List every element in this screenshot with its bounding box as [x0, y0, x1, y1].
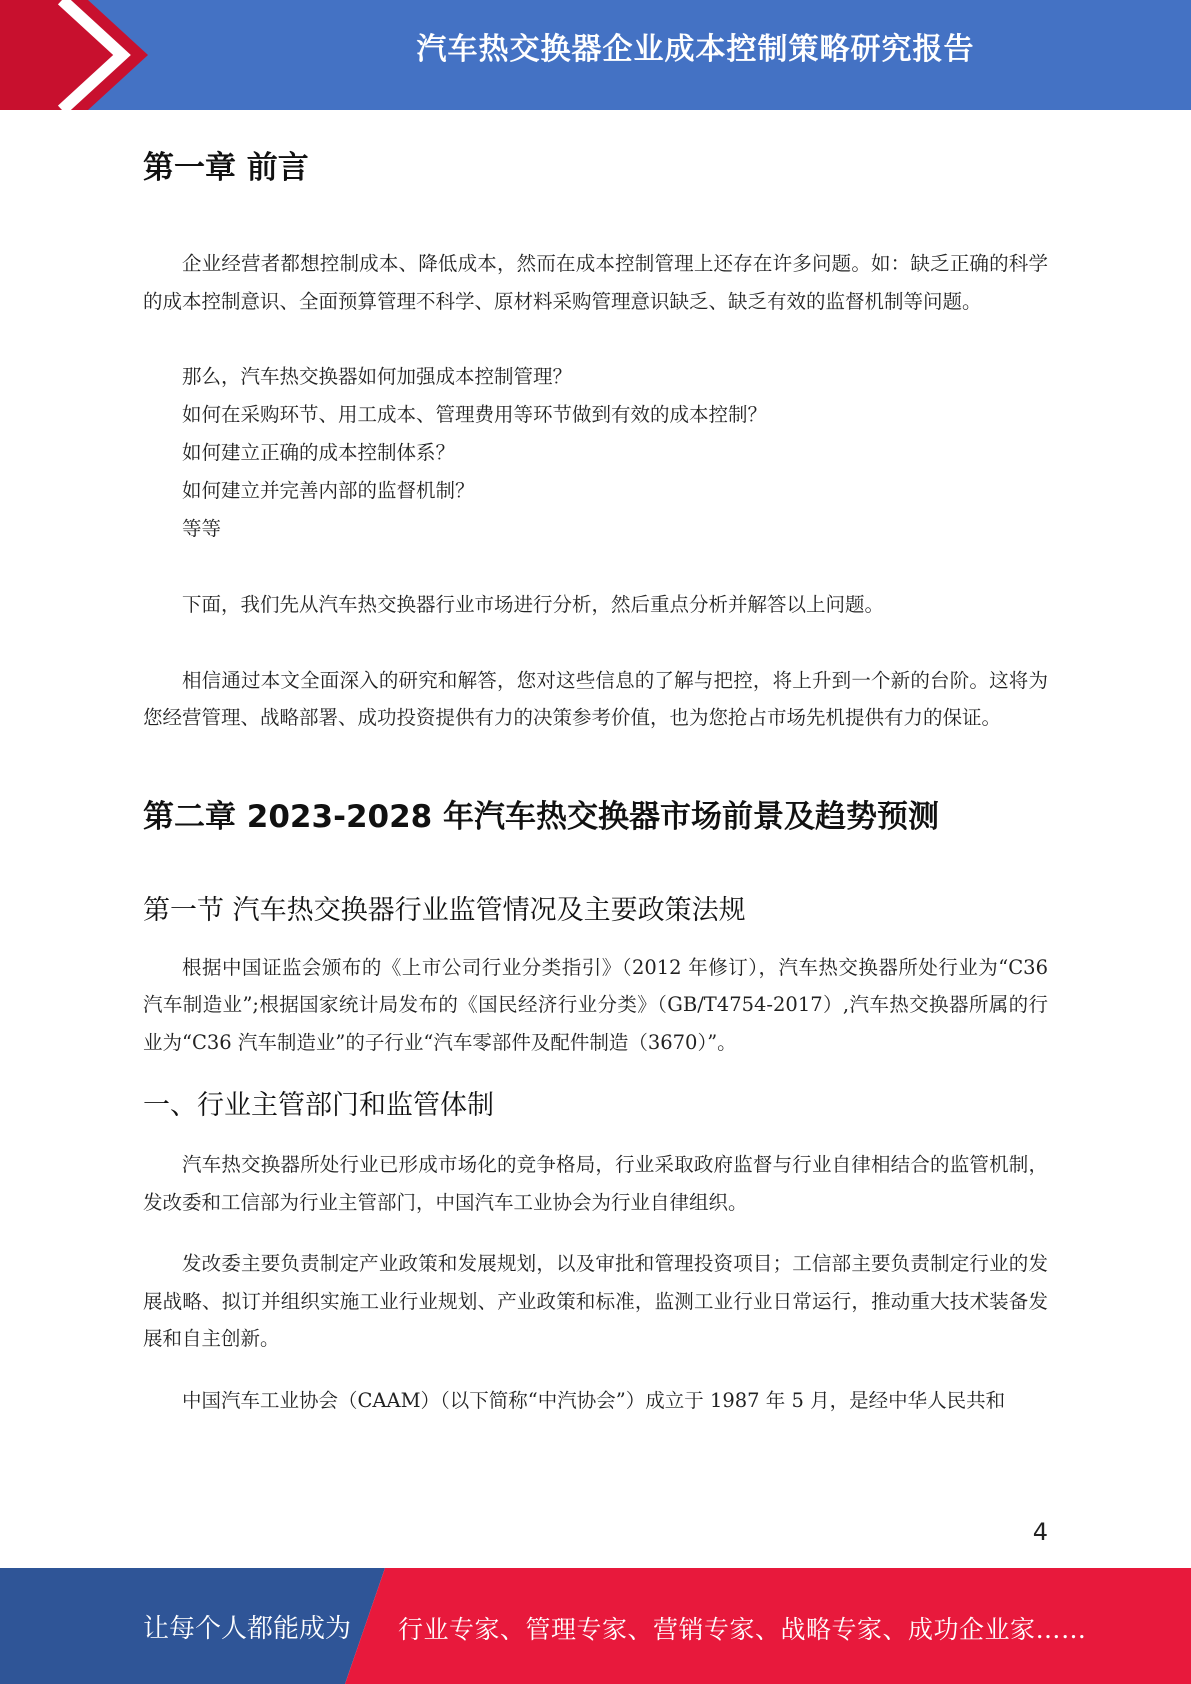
page-number: 4	[1032, 1518, 1048, 1546]
question-item: 如何在采购环节、用工成本、管理费用等环节做到有效的成本控制？	[182, 403, 768, 426]
chapter1-heading: 第一章 前言	[143, 150, 309, 186]
chapter1-next-paragraph: 下面，我们先从汽车热交换器行业市场进行分析，然后重点分析并解答以上问题。	[182, 593, 885, 616]
subsection1-paragraph: 中国汽车工业协会（CAAM）（以下简称“中汽协会”）成立于 1987 年 5 月，是经中华人民共和	[182, 1388, 1006, 1412]
chapter2-heading: 第二章 2023-2028 年汽车热交换器市场前景及趋势预测	[143, 798, 940, 835]
footer-slogan-left: 让每个人都能成为	[143, 1614, 352, 1644]
section1-heading: 第一节 汽车热交换器行业监管情况及主要政策法规	[143, 894, 746, 926]
header-arrow-logo	[0, 0, 160, 110]
section1-paragraph: 根据中国证监会颁布的《上市公司行业分类指引》（2012 年修订），汽车热交换器所处行业为“C36 汽车制造业”;根据国家统计局发布的《国民经济行业分类》（GB/T4754-2017）,汽车热交换器所属的行业为“C36 汽车制造业”的子行业“汽车零部件及配件制造（3670）”。	[143, 955, 1048, 1054]
subsection1-heading: 一、行业主管部门和监管体制	[143, 1090, 494, 1121]
question-item: 等等	[182, 517, 222, 540]
chapter1-intro-paragraph: 企业经营者都想控制成本、降低成本，然而在成本控制管理上还存在许多问题。如：缺乏正确的科学的成本控制意识、全面预算管理不科学、原材料采购管理意识缺乏、缺乏有效的监督机制等问题。	[143, 252, 1048, 313]
question-item: 如何建立正确的成本控制体系？	[182, 441, 456, 464]
subsection1-paragraph: 汽车热交换器所处行业已形成市场化的竞争格局，行业采取政府监督与行业自律相结合的监管机制，发改委和工信部为行业主管部门，中国汽车工业协会为行业自律组织。	[143, 1153, 1048, 1214]
document-body	[143, 110, 1048, 1419]
question-item: 如何建立并完善内部的监督机制？	[182, 479, 475, 502]
report-title: 汽车热交换器企业成本控制策略研究报告	[416, 32, 975, 67]
question-list	[143, 358, 1048, 548]
question-item: 那么，汽车热交换器如何加强成本控制管理？	[182, 365, 573, 388]
subsection1-paragraph: 发改委主要负责制定产业政策和发展规划，以及审批和管理投资项目；工信部主要负责制定行业的发展战略、拟订并组织实施工业行业规划、产业政策和标准，监测工业行业日常运行，推动重大技术装备发展和自主创新。	[143, 1252, 1048, 1350]
footer-slogan-right: 行业专家、管理专家、营销专家、战略专家、成功企业家……	[398, 1615, 1087, 1644]
chapter1-belief-paragraph: 相信通过本文全面深入的研究和解答，您对这些信息的了解与把控，将上升到一个新的台阶。这将为您经营管理、战略部署、成功投资提供有力的决策参考价值，也为您抢占市场先机提供有力的保证。	[143, 668, 1048, 729]
